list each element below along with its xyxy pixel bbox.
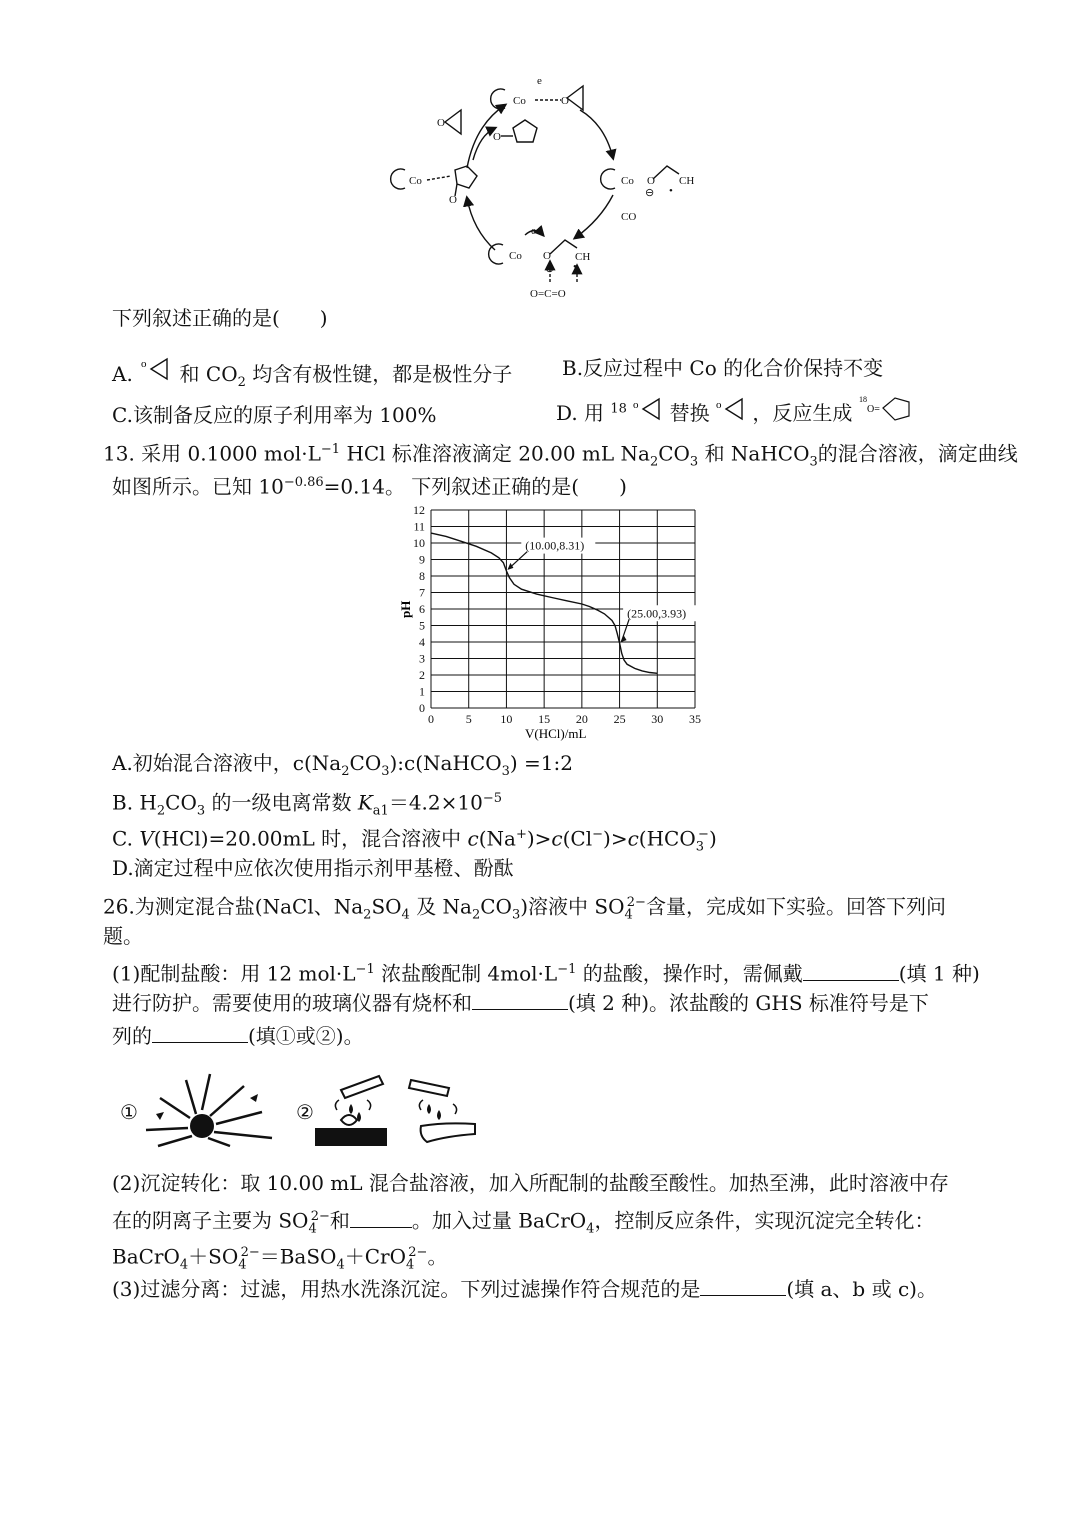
text: 在的阴离子主要为 SO: [112, 1208, 309, 1233]
text: (HCO: [638, 826, 696, 851]
text: A.初始混合溶液中，c(Na: [112, 751, 342, 775]
text: V: [139, 826, 154, 851]
o-label: O: [543, 250, 551, 262]
corrosive-icon: [315, 1070, 490, 1150]
text: (Na: [478, 826, 516, 851]
q12-option-b: B.反应过程中 Co 的化合价保持不变: [562, 356, 884, 380]
text: (填 a、b 或 c)。: [786, 1277, 937, 1301]
superscript: 2−: [310, 1209, 330, 1224]
chart-annotations: [507, 538, 697, 643]
subscript: 4: [336, 1257, 345, 1273]
text: 含量，完成如下实验。回答下列问: [645, 894, 946, 919]
subscript: 2: [649, 454, 659, 470]
text: )溶液中 SO: [520, 894, 625, 919]
o-label: O: [561, 95, 569, 107]
q26-part1-line2: [112, 990, 929, 1016]
text: ，反应生成: [752, 401, 853, 425]
text: 均含有极性键，都是极性分子: [252, 362, 513, 386]
svg-text:o: o: [633, 399, 639, 411]
superscript: −1: [320, 442, 341, 457]
answer-blank[interactable]: [350, 1209, 412, 1228]
text: ): [708, 826, 717, 851]
y-tick-label: 12: [413, 503, 425, 517]
o-label: O: [449, 194, 457, 206]
y-axis-label: pH: [398, 600, 413, 618]
text: 替换: [669, 401, 710, 425]
text: 的一级电离常数: [211, 790, 352, 815]
charge-label: ⊖: [645, 187, 655, 199]
y-tick-label: 10: [413, 536, 425, 550]
o-label: O: [437, 117, 445, 129]
y-tick-label: 9: [419, 552, 425, 567]
q26-part2-line1: (2)沉淀转化：取 10.00 mL 混合盐溶液，加入所配制的盐酸至酸性。加热至沸，此时溶液中存: [112, 1171, 949, 1195]
titration-curve-chart: [395, 500, 715, 745]
answer-blank[interactable]: [803, 962, 899, 981]
text: 。: [427, 1244, 448, 1269]
co-label: Co: [513, 95, 526, 107]
text: ＋SO: [188, 1244, 239, 1269]
superscript: −1: [557, 962, 577, 977]
text: ) =1:2: [509, 751, 573, 775]
catalytic-cycle-diagram: [385, 70, 725, 305]
carbonate-ring-icon: [859, 392, 919, 426]
charge-label: ⊖: [545, 263, 555, 275]
q13-option-d: D.滴定过程中应依次使用指示剂甲基橙、酚酞: [112, 856, 514, 880]
y-tick-label: 7: [419, 585, 425, 600]
text: D. 用: [556, 401, 605, 425]
co-label: Co: [409, 175, 422, 187]
text: CO: [165, 790, 197, 815]
text: 的盐酸，操作时，需佩戴: [582, 961, 803, 986]
x-tick-label: 20: [575, 712, 588, 726]
y-tick-label: 2: [419, 668, 425, 682]
superscript: 2−: [240, 1245, 260, 1260]
subscript: 2: [471, 907, 481, 923]
text: (填 2 种)。浓盐酸的 GHS 标准符号是下: [568, 991, 929, 1015]
y-tick-label: 1: [419, 684, 425, 699]
radical-dot: •: [669, 185, 673, 197]
text: )>: [603, 826, 628, 851]
epoxide-icon: [716, 396, 746, 422]
text: C.: [112, 826, 133, 851]
text: B. H: [112, 790, 157, 815]
isotope-label: 18: [610, 401, 627, 417]
text: (填 1 种): [898, 961, 980, 986]
text: 列的: [112, 1024, 152, 1048]
text: HCl 标准溶液滴定 20.00 mL Na: [346, 441, 650, 466]
subscript: a1: [372, 803, 389, 819]
text: (3)过滤分离：过滤，用热水洗涤沉淀。下列过滤操作符合规范的是: [112, 1277, 701, 1301]
subscript: 4: [406, 1257, 415, 1273]
svg-text:O=: O=: [866, 404, 880, 415]
answer-blank[interactable]: [152, 1024, 248, 1043]
q26-part2-equation: [112, 1240, 447, 1279]
y-tick-label: 5: [419, 618, 425, 633]
subscript: 3: [809, 454, 818, 470]
subscript: 4: [624, 907, 633, 923]
ghs-option-2-label: ②: [296, 1100, 314, 1124]
subscript: 3: [196, 803, 206, 819]
subscript: 4: [401, 907, 410, 923]
ghs-option-1-label: ①: [120, 1100, 138, 1124]
point-annotation: (10.00,8.31): [525, 538, 585, 553]
y-tick-label: 3: [419, 651, 425, 666]
y-tick-label: 8: [419, 569, 425, 583]
q13-option-a: [112, 750, 573, 785]
svg-text:o: o: [716, 399, 722, 411]
y-tick-label: 11: [413, 519, 425, 534]
epoxide-icon: [139, 355, 173, 383]
q13-stem-line2: [112, 470, 627, 500]
subscript: 4: [308, 1221, 317, 1237]
text: 浓盐酸配制 4mol·L: [381, 961, 558, 986]
superscript: +: [515, 827, 527, 842]
subscript: 2: [237, 375, 246, 390]
q26-stem-line1: [103, 890, 946, 929]
text: c: [627, 826, 639, 851]
q12-stem: 下列叙述正确的是( ): [112, 306, 328, 330]
text: (填①或②)。: [248, 1024, 364, 1048]
co2-label: CO: [621, 211, 637, 223]
superscript: 2−: [626, 895, 646, 910]
annotation-arrowhead: [621, 635, 627, 642]
q12-option-d: [556, 392, 919, 426]
explosive-icon: [140, 1068, 280, 1148]
q13-option-b: [112, 786, 502, 825]
text: )>: [526, 826, 552, 851]
text: CO: [349, 751, 382, 775]
subscript: 3: [501, 764, 510, 779]
text: SO: [371, 894, 402, 919]
point-annotation: (25.00,3.93): [627, 606, 687, 621]
o-label: O: [647, 175, 655, 187]
subscript: 3: [511, 907, 521, 923]
x-tick-label: 10: [500, 712, 513, 726]
text: =0.14。 下列叙述正确的是( ): [323, 474, 627, 499]
text: c: [467, 826, 479, 851]
text: 如图所示。已知 10: [112, 474, 284, 499]
superscript: −: [592, 827, 604, 842]
q26-part3: [112, 1276, 937, 1302]
text: 及 Na: [416, 894, 472, 919]
option-label: A.: [112, 362, 133, 386]
text: K: [357, 790, 373, 815]
text: ):c(NaHCO: [389, 751, 502, 775]
text: (HCl)=20.00mL 时，混合溶液中: [153, 826, 462, 851]
subscript: 3: [695, 839, 705, 855]
co-label: Co: [509, 250, 522, 262]
ch2-label: CH: [679, 175, 695, 187]
superscript: −0.86: [283, 475, 324, 490]
text: 进行防护。需要使用的玻璃仪器有烧杯和: [112, 991, 472, 1015]
q26-part2-line2: [112, 1204, 934, 1243]
x-axis-label: V(HCl)/mL: [525, 726, 587, 741]
text: ，控制反应条件，实现沉淀完全转化：: [594, 1208, 935, 1233]
x-tick-label: 25: [613, 712, 626, 726]
subscript: 3: [381, 764, 390, 779]
epoxide-icon: [633, 396, 663, 422]
q26-stem-line2: 题。: [103, 924, 143, 948]
q12-option-a: [112, 355, 512, 396]
text: BaCrO: [112, 1244, 180, 1269]
subscript: 4: [586, 1221, 595, 1237]
superscript: −1: [355, 962, 375, 977]
co-label: Co: [621, 175, 634, 187]
q26-part1-line3: [112, 1023, 364, 1049]
x-tick-label: 30: [651, 712, 664, 726]
e-label: e: [531, 225, 536, 237]
text: (1)配制盐酸：用 12 mol·L: [112, 961, 356, 986]
text: 和: [329, 1208, 350, 1233]
x-tick-label: 15: [538, 712, 551, 726]
superscript: −: [698, 827, 709, 842]
o-label: O: [493, 131, 501, 143]
text: ＋CrO: [344, 1244, 406, 1269]
y-tick-label: 4: [419, 635, 425, 649]
answer-blank[interactable]: [472, 991, 568, 1010]
q12-option-c: C.该制备反应的原子利用率为 100%: [112, 403, 437, 427]
y-tick-label: 6: [419, 602, 425, 616]
text: CO: [480, 894, 512, 919]
text: 和 NaHCO: [704, 441, 810, 466]
subscript: 2: [156, 803, 166, 819]
ch2-label: CH: [575, 251, 591, 263]
superscript: −5: [482, 791, 503, 806]
text: CO: [658, 441, 690, 466]
svg-text:o: o: [141, 358, 147, 370]
text: c: [551, 826, 563, 851]
subscript: 4: [179, 1257, 189, 1273]
annotation-arrowhead: [507, 563, 513, 570]
y-tick-label: 0: [419, 701, 425, 715]
subscript: 3: [689, 454, 699, 470]
text: ＝BaSO: [259, 1244, 337, 1269]
isotope-label: 18: [858, 395, 867, 404]
co2-molecule: O=C=O: [530, 288, 566, 300]
text: 和 CO: [179, 362, 238, 386]
superscript: 2−: [408, 1245, 428, 1260]
answer-blank[interactable]: [700, 1277, 786, 1296]
text: 13. 采用 0.1000 mol·L: [103, 441, 321, 466]
text: 。加入过量 BaCrO: [411, 1208, 587, 1233]
text: (Cl: [562, 826, 593, 851]
q26-part1-line1: [112, 957, 980, 987]
text: ＝4.2×10: [388, 790, 483, 815]
e-label: e: [537, 75, 542, 87]
subscript: 2: [341, 764, 350, 779]
x-tick-label: 0: [428, 712, 434, 726]
text: 的混合溶液，滴定曲线: [817, 441, 1018, 466]
x-tick-label: 35: [689, 712, 701, 726]
subscript: 2: [363, 907, 372, 923]
x-tick-label: 5: [465, 712, 472, 726]
radical-dot: •: [573, 261, 577, 273]
text: 26.为测定混合盐(NaCl、Na: [103, 894, 364, 919]
subscript: 4: [238, 1257, 247, 1273]
